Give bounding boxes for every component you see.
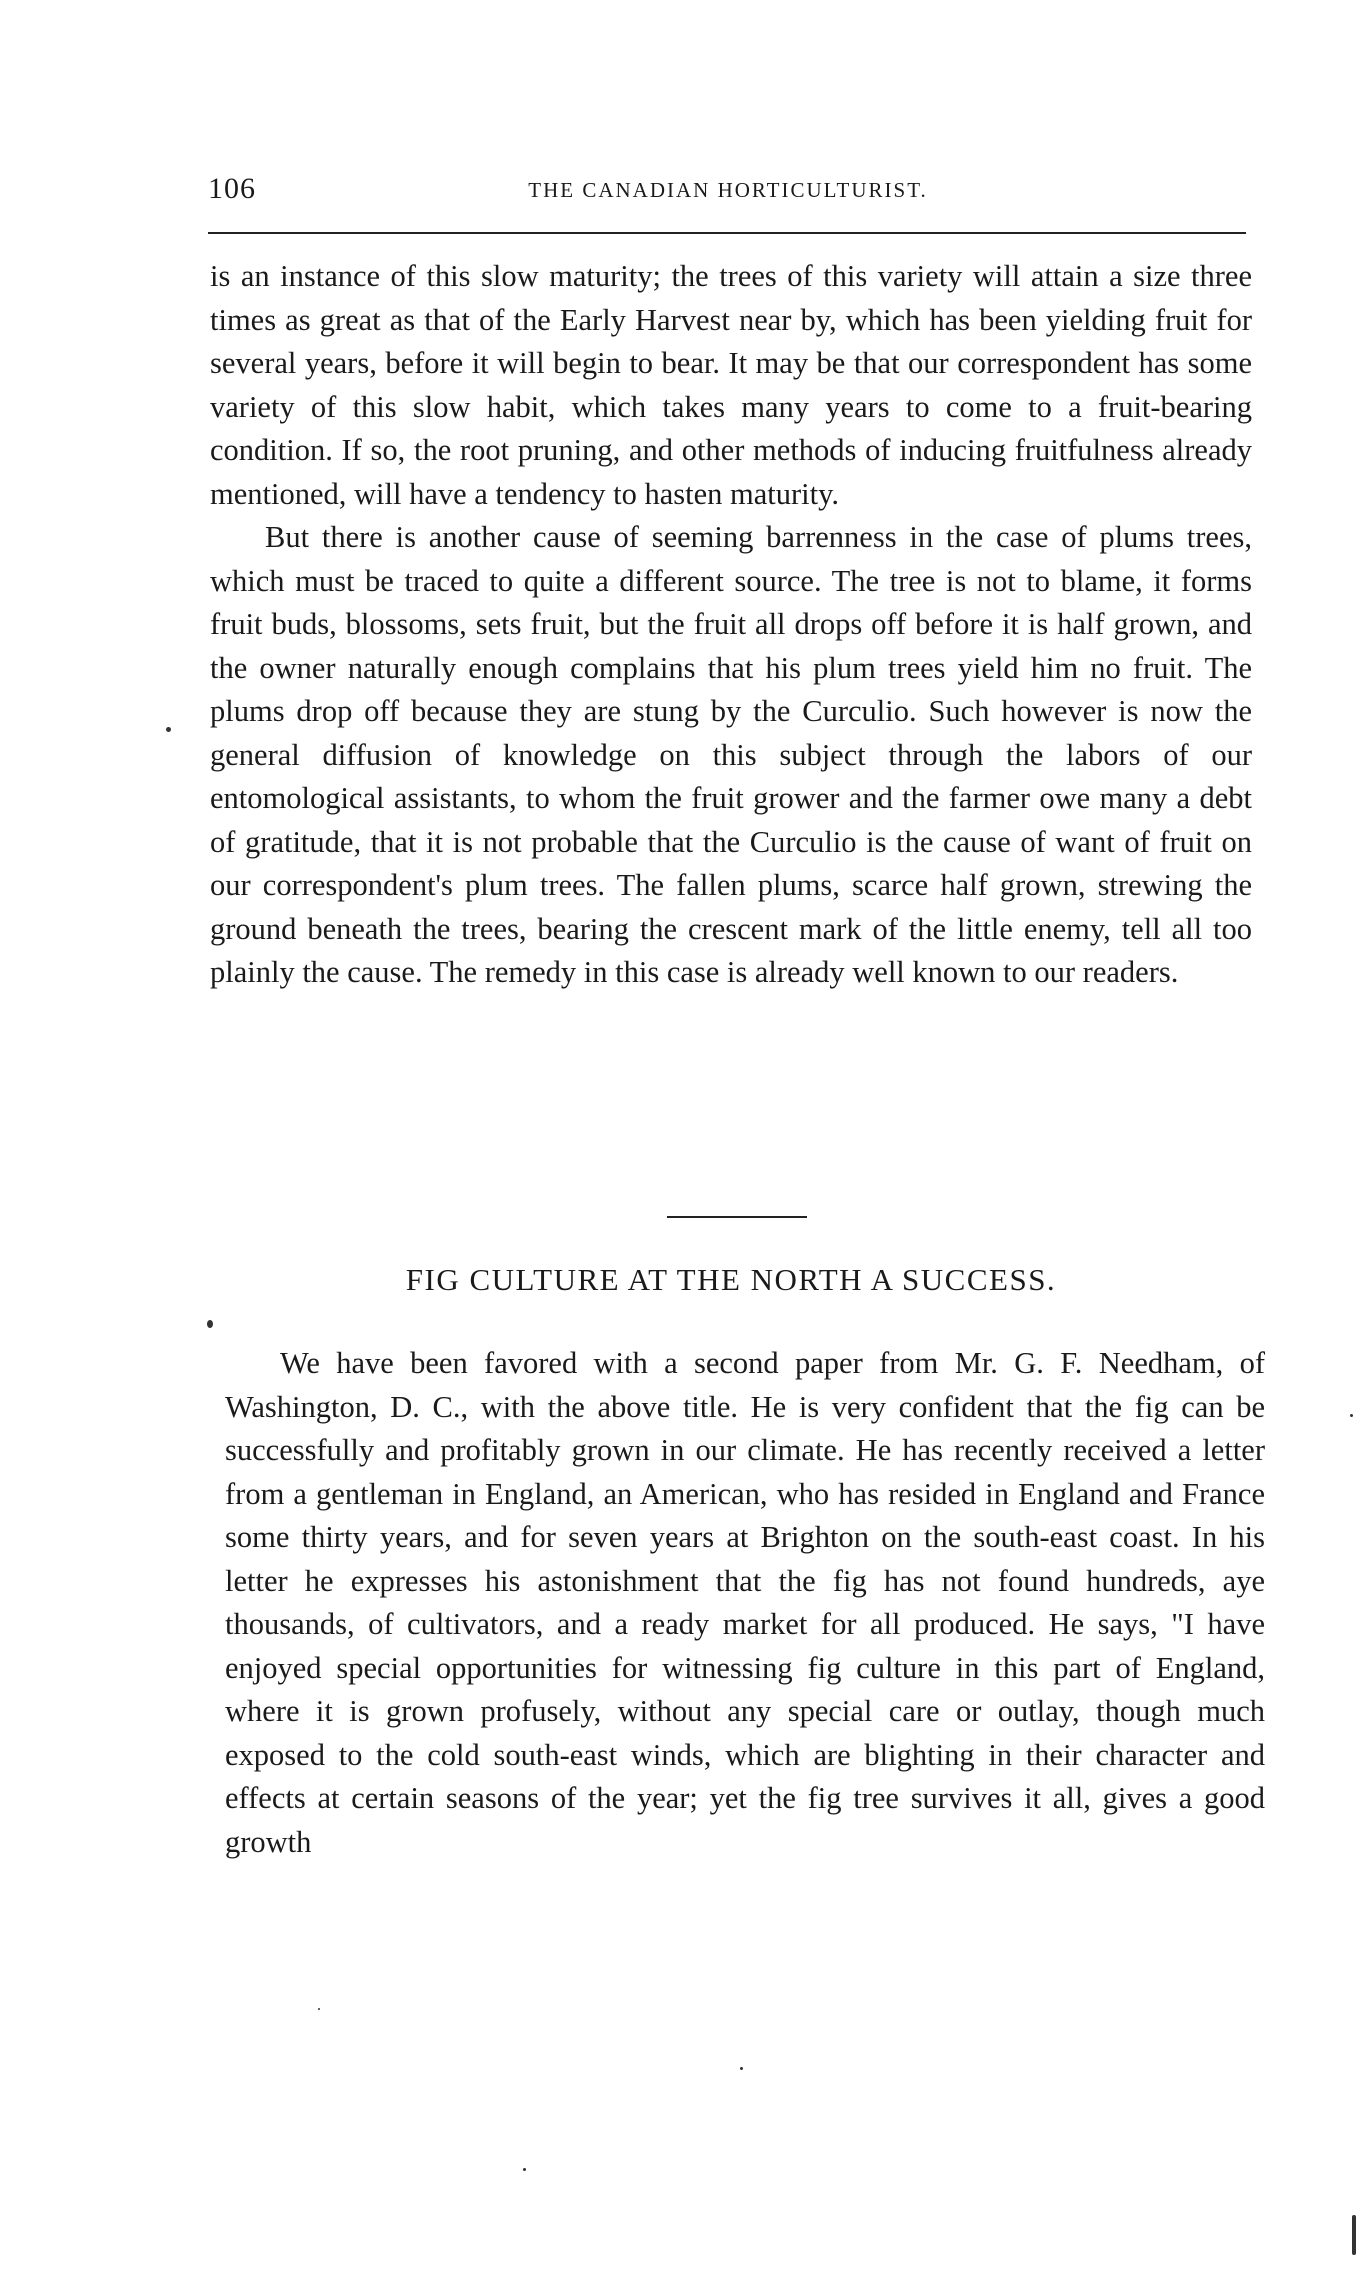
scan-speck: [1350, 1414, 1353, 1417]
paragraph-curculio: But there is another cause of seeming barrenness in the case of plums trees, which must be traced to quite a different source. The tree is not to blame, it forms fruit buds, blossoms, sets fruit, but the fruit all drops off before it is half grown, and the owner naturally enough complains that his plum trees yield him no fruit. The plums drop off because they are stung by the Curculio. Such however is now the general diffusion of knowledge on this subject through the labors of our entomological assistants, to whom the fruit grower and the farmer owe many a debt of gratitude, that it is not probable that the Curculio is the cause of want of fruit on our correspondent's plum trees. The fallen plums, scarce half grown, strewing the ground beneath the trees, bearing the crescent mark of the little enemy, tell all too plainly the cause. The remedy in this case is already well known to our readers.: [210, 520, 1252, 989]
page-header: [208, 172, 1248, 212]
scan-speck: [523, 2168, 526, 2171]
page-number: 106: [208, 172, 256, 205]
article-body: [225, 1342, 1265, 1864]
scan-speck: [740, 2067, 743, 2070]
scan-speck: [318, 2008, 320, 2010]
scan-speck: [207, 1320, 213, 1328]
scan-speck: [1352, 2215, 1356, 2255]
article-title: FIG CULTURE AT THE NORTH A SUCCESS.: [405, 1262, 1057, 1297]
scan-speck: [166, 727, 171, 732]
running-head: THE CANADIAN HORTICULTURIST.: [528, 178, 928, 202]
paragraph-fig-culture: We have been favored with a second paper from Mr. G. F. Needham, of Washington, D. C., with the above title. He is very confident that the fig can be successfully and profitably grown in our climate. He has recently received a letter from a gentleman in England, an American, who has resided in England and France some thirty years, and for seven years at Brighton on the south-east coast. In his letter he expresses his astonishment that the fig has not found hundreds, aye thousands, of cultivators, and a ready market for all produced. He says, "I have enjoyed special opportunities for witnessing fig culture in this part of England, where it is grown profusely, without any special care or outlay, though much exposed to the cold south-east winds, which are blighting in their character and effects at certain seasons of the year; yet the fig tree survives it all, gives a good growth: [225, 1346, 1265, 1859]
paragraph-continued: is an instance of this slow maturity; the trees of this variety will attain a size three times as great as that of the Early Harvest near by, which has been yielding fruit for several years, before it will begin to bear. It may be that our correspondent has some variety of this slow habit, which takes many years to come to a fruit-bearing condition. If so, the root pruning, and other methods of inducing fruitfulness already mentioned, will have a tendency to hasten maturity.: [210, 259, 1252, 511]
continued-text: [210, 255, 1252, 995]
header-rule: [208, 232, 1246, 234]
section-divider: [667, 1216, 807, 1218]
